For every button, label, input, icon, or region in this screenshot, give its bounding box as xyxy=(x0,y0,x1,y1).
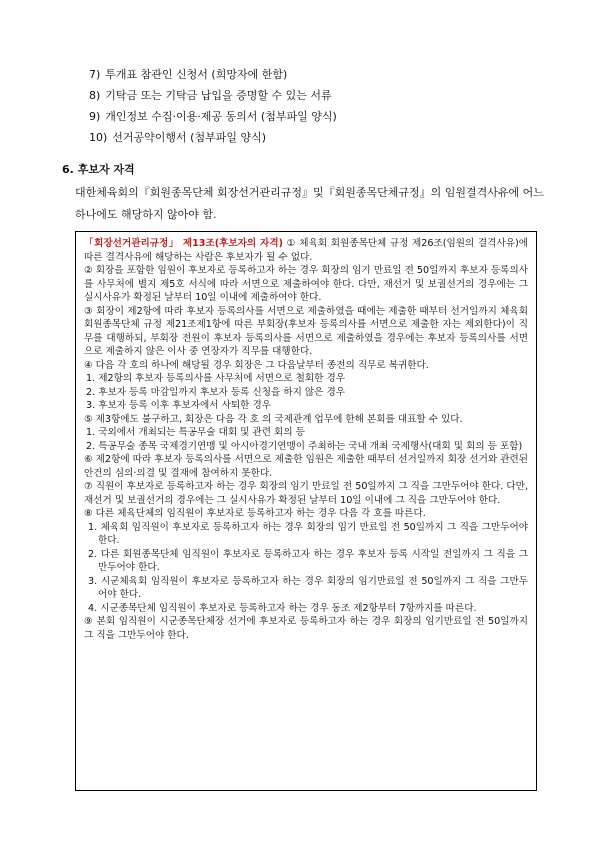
clause-5-item: 1. 국외에서 개최되는 특공무술 대회 및 관련 회의 등 xyxy=(86,427,305,438)
section-number: 6. xyxy=(62,163,74,176)
clause-8-item: 2. 다른 회원종목단체 임직원이 후보자로 등록하고자 하는 경우 후보자 등록 시작일 전일까지 그 직을 그만두어야 한다. xyxy=(88,548,528,573)
clause-4-item: 1. 제2항의 후보자 등록의사를 사무처에 서면으로 철회한 경우 xyxy=(86,373,346,384)
clause-4-item: 2. 후보자 등록 마감일까지 후보자 등록 신청을 하지 않은 경우 xyxy=(86,386,346,398)
list-item-number: 10) xyxy=(89,131,108,144)
clause-9: ⑨ 본회 임직원이 시군종목단체장 선거에 후보자로 등록하고자 하는 경우 회장의 임기만료일 전 50일까지 그 직을 그만두어야 한다. xyxy=(84,616,528,641)
section-intro: 대한체육회의『회원종목단체 회장선거관리규정』및『회원종목단체규정』의 임원결격사유에 어느 하나에도 해당하지 않아야 함. xyxy=(75,186,544,221)
list-item-text: 개인정보 수집·이용·제공 동의서 (첨부파일 양식) xyxy=(105,110,337,123)
list-item-number: 7) xyxy=(89,68,101,81)
clause-8-item: 3. 시군체육회 임직원이 후보자로 등록하고자 하는 경우 회장의 임기만료일 전 50일까지 그 직을 그만두어야 한다. xyxy=(88,575,528,600)
clause-4-item: 3. 후보자 등록 이후 후보자에서 사퇴한 경우 xyxy=(86,400,271,411)
clause-8-item: 4. 시군종목단체 임직원이 후보자로 등록하고자 하는 경우 동조 제2항부터 7항까지를 따른다. xyxy=(88,602,477,614)
list-item xyxy=(89,64,529,85)
list-item xyxy=(89,127,529,148)
required-documents-list xyxy=(89,64,529,148)
clause-3: ③ 회장이 제2항에 따라 후보자 등록의사를 서면으로 제출하였을 때에는 제출한 때부터 선거일까지 체육회 회원종목단체 규정 제21조제1항에 따른 부회장(후보자 등록의사를 서면으로 제출한 자는 제외한다)이 직무를 대행하되, 부회장 전원이 후보자 등록의사를 서면으로 제출하였을 경우에는 후보자 등록의사를 서면으로 제출하지 않은 이사 중 연장자가 직무를 대행한다. xyxy=(84,305,528,357)
clause-6: ⑥ 제2항에 따라 후보자 등록의사를 서면으로 제출한 임원은 제출한 때부터 선거일까지 회장 선거와 관련된 안건의 심의·의결 및 결재에 참여하지 못한다. xyxy=(84,454,528,479)
clause-1: ① 체육회 회원종목단체 규정 제26조(임원의 결격사유)에 따른 결격사유에 해당하는 사람은 후보자가 될 수 없다. xyxy=(84,238,528,263)
clause-5: ⑤ 제3항에도 불구하고, 회장은 다음 각 호 의 국제관계 업무에 한해 본회를 대표할 수 있다. xyxy=(84,413,463,425)
list-item-number: 8) xyxy=(89,89,101,102)
list-item-text: 선거공약이행서 (첨부파일 양식) xyxy=(112,131,267,144)
list-item-text: 기탁금 또는 기탁금 납입을 증명할 수 있는 서류 xyxy=(105,89,332,102)
regulation-paragraph xyxy=(84,237,528,264)
clause-7: ⑦ 직원이 후보자로 등록하고자 하는 경우 회장의 임기 만료일 전 50일까지 그 직을 그만두어야 한다. 다만, 재선거 및 보궐선거의 경우에는 그 실시사유가 확정된 날부터 10일 이내에 그 직을 그만두어야 한다. xyxy=(84,481,528,506)
regulation-box xyxy=(75,231,537,791)
clause-2: ② 회장을 포함한 임원이 후보자로 등록하고자 하는 경우 회장의 임기 만료일 전 50일까지 후보자 등록의사를 사무처에 별지 제5호 서식에 따라 서면으로 제출하여야 한다. 다만, 재선거 및 보궐선거의 경우에는 그 실시사유가 확정된 날부터 10일 이내에 제출하여야 한다. xyxy=(84,265,528,303)
list-item xyxy=(89,106,529,127)
clause-8-item: 1. 체육회 임직원이 후보자로 등록하고자 하는 경우 회장의 임기 만료일 전 50일까지 그 직을 그만두어야 한다. xyxy=(88,521,528,546)
list-item xyxy=(89,85,529,106)
list-item-text: 투개표 참관인 신청서 (희망자에 한함) xyxy=(105,68,288,81)
section-heading xyxy=(62,163,135,177)
clause-8: ⑧ 다른 체육단체의 임직원이 후보자로 등록하고자 하는 경우 다음 각 호를 따른다. xyxy=(84,508,426,519)
list-item-number: 9) xyxy=(89,110,101,123)
regulation-title: 「회장선거관리규정」 제13조(후보자의 자격) xyxy=(84,238,283,249)
clause-4: ④ 다음 각 호의 하나에 해당될 경우 회장은 그 다음날부터 종전의 직무로 복귀한다. xyxy=(84,359,429,371)
clause-5-item: 2. 특공무술 종목 국제경기연맹 및 아시아경기연맹이 주최하는 국내 개최 국제행사(대회 및 회의 등 포함) xyxy=(86,440,523,452)
section-title: 후보자 자격 xyxy=(77,163,135,176)
